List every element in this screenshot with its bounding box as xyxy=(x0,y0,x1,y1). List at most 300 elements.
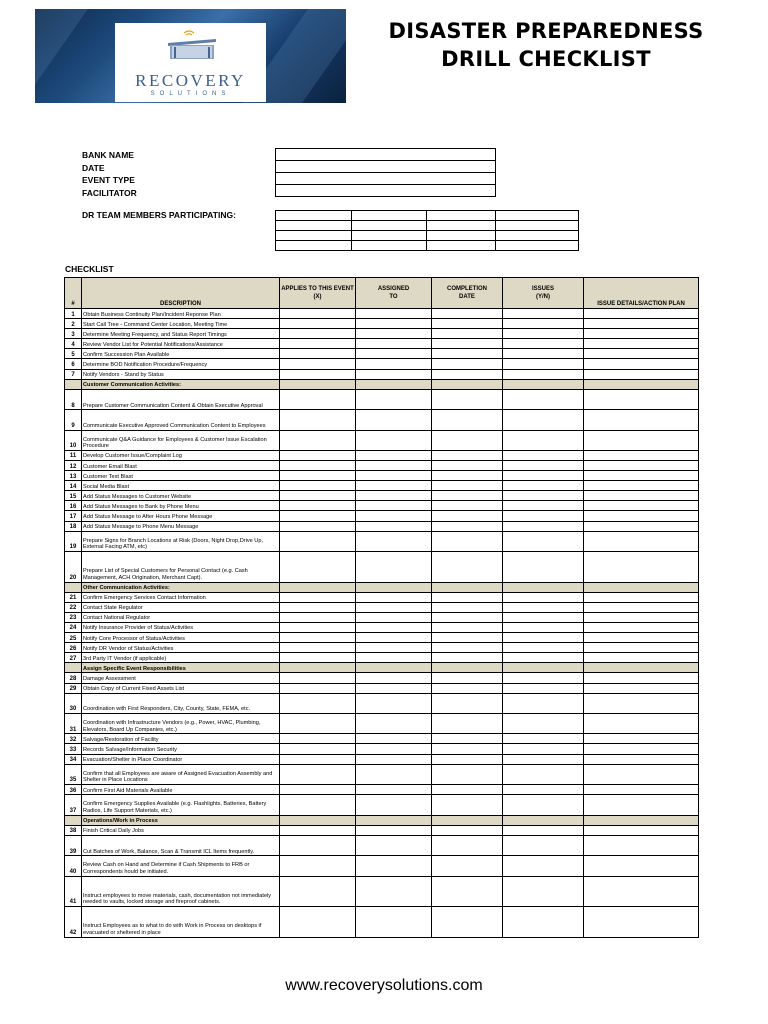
assigned-cell[interactable] xyxy=(356,602,432,612)
dr-team-cell[interactable] xyxy=(496,241,579,251)
completion-cell[interactable] xyxy=(432,461,503,471)
row-number: 38 xyxy=(65,825,82,835)
details-cell[interactable] xyxy=(584,511,699,521)
completion-cell[interactable] xyxy=(432,592,503,602)
details-cell[interactable] xyxy=(584,319,699,329)
title-line-2: DRILL CHECKLIST xyxy=(441,47,651,71)
applies-cell[interactable] xyxy=(280,673,356,683)
issues-cell[interactable] xyxy=(503,339,584,349)
assigned-cell[interactable] xyxy=(356,785,432,795)
details-cell[interactable] xyxy=(584,754,699,764)
completion-cell[interactable] xyxy=(432,531,503,551)
applies-cell[interactable] xyxy=(280,653,356,663)
assigned-cell[interactable] xyxy=(356,461,432,471)
row-number: 9 xyxy=(65,410,82,430)
completion-cell[interactable] xyxy=(432,471,503,481)
table-row xyxy=(65,643,699,653)
row-description: Determine BOD Notification Procedure/Frequency xyxy=(82,359,280,369)
row-description: Add Status Message to After Hours Phone Message xyxy=(82,511,280,521)
section-row xyxy=(65,663,699,673)
applies-cell[interactable] xyxy=(280,643,356,653)
details-cell[interactable] xyxy=(584,673,699,683)
issues-cell[interactable] xyxy=(503,410,584,430)
details-cell[interactable] xyxy=(584,713,699,733)
issues-cell[interactable] xyxy=(503,521,584,531)
details-cell[interactable] xyxy=(584,633,699,643)
details-cell[interactable] xyxy=(584,602,699,612)
details-cell[interactable] xyxy=(584,481,699,491)
section-row xyxy=(65,379,699,389)
details-cell[interactable] xyxy=(584,461,699,471)
completion-cell[interactable] xyxy=(432,876,503,907)
applies-cell[interactable] xyxy=(280,744,356,754)
assigned-cell xyxy=(356,582,432,592)
details-cell[interactable] xyxy=(584,764,699,784)
issues-cell[interactable] xyxy=(503,734,584,744)
applies-cell[interactable] xyxy=(280,683,356,693)
row-number: 36 xyxy=(65,785,82,795)
row-number: 41 xyxy=(65,876,82,907)
assigned-cell[interactable] xyxy=(356,825,432,835)
assigned-cell[interactable] xyxy=(356,359,432,369)
issues-cell[interactable] xyxy=(503,643,584,653)
completion-cell[interactable] xyxy=(432,612,503,622)
assigned-cell[interactable] xyxy=(356,369,432,379)
dr-team-cell[interactable] xyxy=(426,211,496,221)
applies-cell[interactable] xyxy=(280,319,356,329)
assigned-cell[interactable] xyxy=(356,683,432,693)
completion-cell[interactable] xyxy=(432,835,503,855)
dr-team-cell[interactable] xyxy=(276,241,352,251)
row-number: 35 xyxy=(65,764,82,784)
applies-cell[interactable] xyxy=(280,329,356,339)
dr-team-cell[interactable] xyxy=(496,211,579,221)
assigned-cell[interactable] xyxy=(356,389,432,409)
applies-cell[interactable] xyxy=(280,734,356,744)
completion-cell[interactable] xyxy=(432,764,503,784)
assigned-cell[interactable] xyxy=(356,481,432,491)
info-fields xyxy=(275,148,496,197)
applies-cell[interactable] xyxy=(280,785,356,795)
dr-team-cell[interactable] xyxy=(351,221,426,231)
details-cell[interactable] xyxy=(584,876,699,907)
row-description: Determine Meeting Frequency, and Status Report Timings xyxy=(82,329,280,339)
issues-cell[interactable] xyxy=(503,450,584,460)
completion-cell[interactable] xyxy=(432,683,503,693)
row-number: 37 xyxy=(65,795,82,815)
details-cell[interactable] xyxy=(584,389,699,409)
issues-header-line-2: (Y/N) xyxy=(536,294,550,300)
issues-cell[interactable] xyxy=(503,319,584,329)
row-number: 1 xyxy=(65,309,82,319)
table-row xyxy=(65,471,699,481)
assigned-cell[interactable] xyxy=(356,643,432,653)
issues-cell[interactable] xyxy=(503,349,584,359)
issues-cell[interactable] xyxy=(503,633,584,643)
completion-cell[interactable] xyxy=(432,734,503,744)
table-row xyxy=(65,734,699,744)
details-cell[interactable] xyxy=(584,359,699,369)
details-cell[interactable] xyxy=(584,552,699,583)
completion-cell[interactable] xyxy=(432,856,503,876)
assigned-cell[interactable] xyxy=(356,552,432,583)
issues-cell[interactable] xyxy=(503,683,584,693)
details-cell[interactable] xyxy=(584,734,699,744)
details-cell[interactable] xyxy=(584,856,699,876)
issues-cell[interactable] xyxy=(503,461,584,471)
applies-cell[interactable] xyxy=(280,481,356,491)
checklist-body xyxy=(65,309,699,938)
applies-cell[interactable] xyxy=(280,713,356,733)
applies-cell[interactable] xyxy=(280,389,356,409)
applies-cell[interactable] xyxy=(280,491,356,501)
applies-cell[interactable] xyxy=(280,592,356,602)
assigned-cell[interactable] xyxy=(356,309,432,319)
completion-header-line-1: COMPLETION xyxy=(447,285,487,292)
applies-cell[interactable] xyxy=(280,359,356,369)
row-description: Damage Assessment xyxy=(82,673,280,683)
issues-cell[interactable] xyxy=(503,359,584,369)
issues-cell[interactable] xyxy=(503,511,584,521)
assigned-cell[interactable] xyxy=(356,410,432,430)
assigned-cell[interactable] xyxy=(356,907,432,938)
event-type-field[interactable] xyxy=(276,173,496,185)
details-cell[interactable] xyxy=(584,907,699,938)
assigned-cell[interactable] xyxy=(356,653,432,663)
table-row xyxy=(65,622,699,632)
applies-cell[interactable] xyxy=(280,602,356,612)
completion-cell[interactable] xyxy=(432,643,503,653)
bank-name-field[interactable] xyxy=(276,149,496,161)
issues-cell[interactable] xyxy=(503,612,584,622)
row-number: 2 xyxy=(65,319,82,329)
issues-cell[interactable] xyxy=(503,329,584,339)
assigned-cell[interactable] xyxy=(356,339,432,349)
dr-team-cell[interactable] xyxy=(496,231,579,241)
details-cell[interactable] xyxy=(584,450,699,460)
assigned-cell[interactable] xyxy=(356,349,432,359)
completion-cell[interactable] xyxy=(432,501,503,511)
assigned-cell[interactable] xyxy=(356,491,432,501)
completion-cell[interactable] xyxy=(432,511,503,521)
table-row xyxy=(65,825,699,835)
issues-cell[interactable] xyxy=(503,531,584,551)
assigned-cell[interactable] xyxy=(356,521,432,531)
table-row xyxy=(65,835,699,855)
issues-cell[interactable] xyxy=(503,481,584,491)
completion-cell xyxy=(432,815,503,825)
table-row xyxy=(65,309,699,319)
issues-cell[interactable] xyxy=(503,552,584,583)
completion-cell[interactable] xyxy=(432,319,503,329)
details-cell[interactable] xyxy=(584,683,699,693)
assigned-cell[interactable] xyxy=(356,693,432,713)
issues-cell xyxy=(503,582,584,592)
assigned-cell[interactable] xyxy=(356,633,432,643)
dr-team-cell[interactable] xyxy=(351,211,426,221)
completion-cell[interactable] xyxy=(432,450,503,460)
issues-cell[interactable] xyxy=(503,856,584,876)
issues-cell[interactable] xyxy=(503,785,584,795)
assigned-cell[interactable] xyxy=(356,622,432,632)
issues-cell[interactable] xyxy=(503,713,584,733)
assigned-cell[interactable] xyxy=(356,673,432,683)
applies-cell[interactable] xyxy=(280,531,356,551)
row-description: Finish Critical Daily Jobs xyxy=(82,825,280,835)
assigned-cell[interactable] xyxy=(356,531,432,551)
applies-cell[interactable] xyxy=(280,430,356,450)
row-description: Review Cash on Hand and Determine if Cash Shipments to FRB or Correspondents hould be initiated. xyxy=(82,856,280,876)
logo-wordmark: RECOVERY xyxy=(135,71,246,90)
assigned-cell[interactable] xyxy=(356,612,432,622)
details-cell[interactable] xyxy=(584,612,699,622)
applies-cell[interactable] xyxy=(280,501,356,511)
completion-cell[interactable] xyxy=(432,653,503,663)
applies-cell[interactable] xyxy=(280,856,356,876)
row-description: Customer Text Blast xyxy=(82,471,280,481)
applies-cell[interactable] xyxy=(280,764,356,784)
issues-cell[interactable] xyxy=(503,764,584,784)
completion-cell[interactable] xyxy=(432,359,503,369)
footer-url: www.recoverysolutions.com xyxy=(285,977,483,994)
details-cell[interactable] xyxy=(584,592,699,602)
applies-cell[interactable] xyxy=(280,907,356,938)
assigned-cell[interactable] xyxy=(356,835,432,855)
applies-cell[interactable] xyxy=(280,835,356,855)
completion-cell[interactable] xyxy=(432,521,503,531)
table-row xyxy=(65,369,699,379)
details-cell[interactable] xyxy=(584,622,699,632)
assigned-cell[interactable] xyxy=(356,754,432,764)
details-cell[interactable] xyxy=(584,491,699,501)
checklist-heading: CHECKLIST xyxy=(65,264,114,274)
assigned-cell[interactable] xyxy=(356,744,432,754)
assigned-cell[interactable] xyxy=(356,319,432,329)
applies-cell[interactable] xyxy=(280,622,356,632)
table-row xyxy=(65,744,699,754)
row-number xyxy=(65,815,82,825)
issues-cell[interactable] xyxy=(503,907,584,938)
applies-cell[interactable] xyxy=(280,876,356,907)
dr-team-cell[interactable] xyxy=(276,231,352,241)
completion-cell[interactable] xyxy=(432,754,503,764)
completion-cell[interactable] xyxy=(432,795,503,815)
details-cell[interactable] xyxy=(584,653,699,663)
completion-cell[interactable] xyxy=(432,907,503,938)
details-cell[interactable] xyxy=(584,521,699,531)
issues-cell[interactable] xyxy=(503,835,584,855)
issues-cell xyxy=(503,379,584,389)
applies-cell[interactable] xyxy=(280,369,356,379)
row-description: Notify Core Processor of Status/Activities xyxy=(82,633,280,643)
row-description: Instruct Employees as to what to do with Work in Process on desktops if evacuated or sheltered in place xyxy=(82,907,280,938)
applies-cell[interactable] xyxy=(280,693,356,713)
issues-cell[interactable] xyxy=(503,744,584,754)
row-number: 18 xyxy=(65,521,82,531)
assigned-cell[interactable] xyxy=(356,713,432,733)
dr-team-cell[interactable] xyxy=(426,241,496,251)
applies-header-line-2: (X) xyxy=(313,294,322,300)
assigned-cell[interactable] xyxy=(356,511,432,521)
row-number: 7 xyxy=(65,369,82,379)
dr-team-grid xyxy=(275,210,579,251)
assigned-cell[interactable] xyxy=(356,450,432,460)
table-row xyxy=(65,754,699,764)
applies-cell xyxy=(280,815,356,825)
completion-cell[interactable] xyxy=(432,481,503,491)
details-cell[interactable] xyxy=(584,430,699,450)
issues-cell[interactable] xyxy=(503,430,584,450)
issues-cell xyxy=(503,815,584,825)
details-cell[interactable] xyxy=(584,785,699,795)
applies-cell[interactable] xyxy=(280,471,356,481)
completion-cell[interactable] xyxy=(432,339,503,349)
issues-cell[interactable] xyxy=(503,491,584,501)
row-description: Coordination with Infrastructure Vendors (e.g., Power, HVAC, Plumbing, Elevators, Board Up Companies, etc.) xyxy=(82,713,280,733)
completion-cell[interactable] xyxy=(432,693,503,713)
issues-cell[interactable] xyxy=(503,795,584,815)
issues-cell[interactable] xyxy=(503,369,584,379)
assigned-cell[interactable] xyxy=(356,430,432,450)
completion-cell[interactable] xyxy=(432,602,503,612)
assigned-header-line-2: TO xyxy=(389,294,398,300)
applies-cell[interactable] xyxy=(280,754,356,764)
completion-cell[interactable] xyxy=(432,329,503,339)
row-number: 8 xyxy=(65,389,82,409)
details-cell[interactable] xyxy=(584,309,699,319)
applies-cell[interactable] xyxy=(280,521,356,531)
details-cell[interactable] xyxy=(584,349,699,359)
issues-cell[interactable] xyxy=(503,471,584,481)
completion-cell[interactable] xyxy=(432,622,503,632)
completion-cell[interactable] xyxy=(432,825,503,835)
date-field[interactable] xyxy=(276,161,496,173)
assigned-cell[interactable] xyxy=(356,795,432,815)
applies-cell[interactable] xyxy=(280,552,356,583)
applies-cell[interactable] xyxy=(280,450,356,460)
col-issues-header xyxy=(503,278,584,309)
assigned-cell[interactable] xyxy=(356,501,432,511)
completion-cell[interactable] xyxy=(432,633,503,643)
assigned-cell[interactable] xyxy=(356,734,432,744)
row-number: 16 xyxy=(65,501,82,511)
completion-cell[interactable] xyxy=(432,309,503,319)
details-cell[interactable] xyxy=(584,410,699,430)
details-cell[interactable] xyxy=(584,471,699,481)
row-description: Confirm Emergency Supplies Available (e.g. Flashlights, Batteries, Battery Radios, Life Support Materials, etc.) xyxy=(82,795,280,815)
details-cell[interactable] xyxy=(584,795,699,815)
details-cell[interactable] xyxy=(584,835,699,855)
applies-cell[interactable] xyxy=(280,410,356,430)
issues-cell[interactable] xyxy=(503,501,584,511)
dr-team-cell[interactable] xyxy=(276,221,352,231)
dr-team-cell[interactable] xyxy=(426,221,496,231)
checklist-table xyxy=(64,277,699,938)
issues-cell[interactable] xyxy=(503,693,584,713)
row-number: 42 xyxy=(65,907,82,938)
issues-cell[interactable] xyxy=(503,602,584,612)
dr-team-label: DR TEAM MEMBERS PARTICIPATING: xyxy=(82,210,236,220)
issues-cell[interactable] xyxy=(503,622,584,632)
completion-cell[interactable] xyxy=(432,491,503,501)
table-row xyxy=(65,633,699,643)
applies-cell[interactable] xyxy=(280,349,356,359)
completion-cell[interactable] xyxy=(432,430,503,450)
issues-cell[interactable] xyxy=(503,309,584,319)
assigned-cell[interactable] xyxy=(356,471,432,481)
table-row xyxy=(65,511,699,521)
details-cell[interactable] xyxy=(584,369,699,379)
assigned-cell[interactable] xyxy=(356,876,432,907)
page-title xyxy=(370,17,722,73)
details-cell[interactable] xyxy=(584,531,699,551)
dr-team-cell[interactable] xyxy=(276,211,352,221)
completion-cell[interactable] xyxy=(432,713,503,733)
row-description: Prepare Signs for Branch Locations at Risk (Doors, Night Drop,Drive Up, External Facing ATM, etc) xyxy=(82,531,280,551)
details-cell[interactable] xyxy=(584,339,699,349)
completion-cell[interactable] xyxy=(432,673,503,683)
applies-cell[interactable] xyxy=(280,612,356,622)
issues-cell[interactable] xyxy=(503,876,584,907)
dr-team-cell[interactable] xyxy=(426,231,496,241)
applies-cell[interactable] xyxy=(280,825,356,835)
applies-cell[interactable] xyxy=(280,309,356,319)
details-cell[interactable] xyxy=(584,501,699,511)
dr-team-cell[interactable] xyxy=(351,241,426,251)
issues-cell[interactable] xyxy=(503,389,584,409)
issues-cell[interactable] xyxy=(503,653,584,663)
applies-cell[interactable] xyxy=(280,339,356,349)
applies-cell[interactable] xyxy=(280,795,356,815)
col-applies-header xyxy=(280,278,356,309)
table-row xyxy=(65,339,699,349)
building-icon xyxy=(162,29,222,59)
issues-cell[interactable] xyxy=(503,592,584,602)
assigned-cell[interactable] xyxy=(356,592,432,602)
completion-cell[interactable] xyxy=(432,389,503,409)
row-number: 12 xyxy=(65,461,82,471)
applies-cell[interactable] xyxy=(280,461,356,471)
table-row xyxy=(65,876,699,907)
assigned-cell[interactable] xyxy=(356,856,432,876)
issues-cell[interactable] xyxy=(503,673,584,683)
issues-cell[interactable] xyxy=(503,754,584,764)
completion-cell[interactable] xyxy=(432,369,503,379)
assigned-cell[interactable] xyxy=(356,764,432,784)
completion-cell[interactable] xyxy=(432,785,503,795)
details-cell[interactable] xyxy=(584,693,699,713)
assigned-cell[interactable] xyxy=(356,329,432,339)
details-cell[interactable] xyxy=(584,825,699,835)
applies-cell[interactable] xyxy=(280,511,356,521)
completion-cell[interactable] xyxy=(432,349,503,359)
dr-team-cell[interactable] xyxy=(351,231,426,241)
row-number: 29 xyxy=(65,683,82,693)
col-description-header: DESCRIPTION xyxy=(82,278,280,309)
completion-cell[interactable] xyxy=(432,744,503,754)
facilitator-field[interactable] xyxy=(276,185,496,197)
details-cell[interactable] xyxy=(584,744,699,754)
applies-cell[interactable] xyxy=(280,633,356,643)
dr-team-cell[interactable] xyxy=(496,221,579,231)
details-cell[interactable] xyxy=(584,329,699,339)
completion-cell[interactable] xyxy=(432,552,503,583)
completion-cell[interactable] xyxy=(432,410,503,430)
issues-cell[interactable] xyxy=(503,825,584,835)
details-cell[interactable] xyxy=(584,643,699,653)
section-row xyxy=(65,815,699,825)
table-row xyxy=(65,389,699,409)
